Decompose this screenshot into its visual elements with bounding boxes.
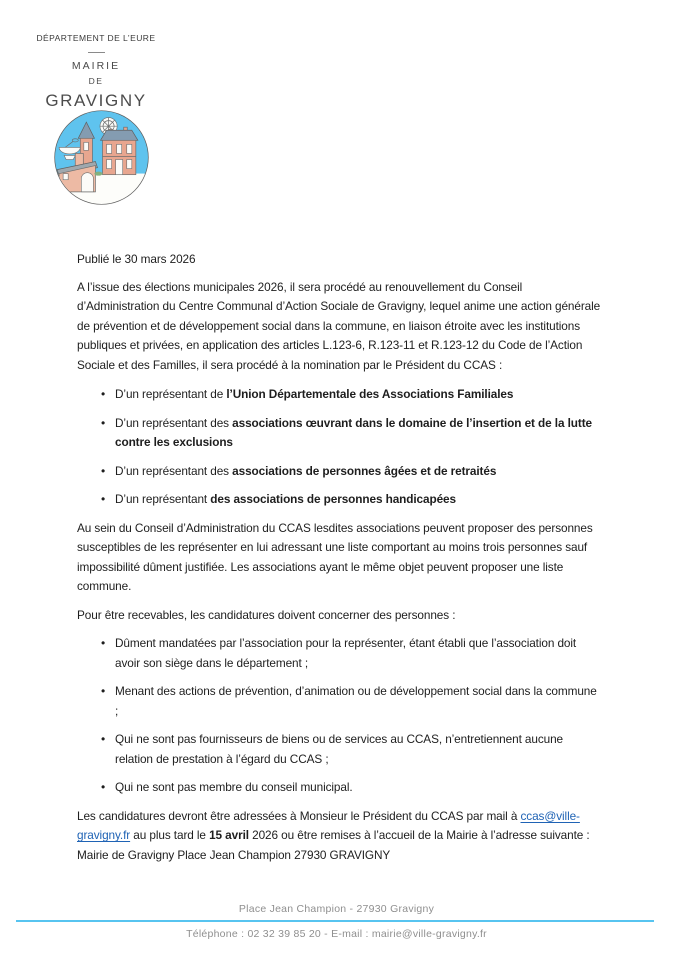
text-run: 15 avril: [209, 828, 249, 842]
text-run: des associations de personnes handicapées: [210, 492, 456, 506]
text-run: au plus tard le: [130, 828, 210, 842]
shrub-icon: [94, 172, 102, 176]
footer-contact: Téléphone : 02 32 39 85 20 - E-mail : mairie@ville-gravigny.fr: [186, 928, 487, 940]
text-run: associations de personnes âgées et de retraités: [232, 463, 497, 478]
text-run: Dûment mandatées par l’association pour la représenter, étant établi que l’association doit avoir son siège dans le département ;: [115, 636, 577, 670]
text-run: associations œuvrant dans le domaine de l’insertion et de la lutte contre les exclusions: [115, 415, 592, 449]
gravigny-crest-icon: [51, 107, 152, 208]
letterhead: [30, 33, 162, 111]
text-run: 2026 ou être remises à l’accueil de la Mairie à l’adresse suivante : Mairie de Gravigny Place Jean Champion 27930 GRAVIGNY: [77, 828, 590, 862]
text-run: Les candidatures devront être adressées à Monsieur le Président du CCAS par mail à: [77, 808, 521, 823]
list-item: [77, 682, 602, 721]
footer-divider: [16, 920, 654, 922]
letter-body: [77, 250, 602, 874]
list-item: [77, 414, 602, 453]
email-link[interactable]: ccas@ville-gravigny.fr: [77, 808, 580, 842]
list-item: [77, 634, 602, 673]
text-run: Menant des actions de prévention, d’animation ou de développement social dans la commune ;: [115, 684, 597, 718]
text-run: Qui ne sont pas fournisseurs de biens ou de services au CCAS, n’entretiennent aucune relation de prestation à l’égard du CCAS ;: [115, 732, 564, 766]
text-run: Qui ne sont pas membre du conseil municipal.: [115, 780, 353, 794]
text-run: A l’issue des élections municipales 2026, il sera procédé au renouvellement du Conseil d’Administration du Centre Communal d’Action Sociale de Gravigny, lequel anime une action générale de prévention et de développement social dans la commune, en liaison étroite avec les institutions publiques et privées, en application des articles L.123-6, R.123-11 et R.123-12 du Code de l’Action Sociale et des Familles, il sera procédé à la nomination par le Président du CCAS :: [77, 279, 601, 372]
text-run: l’Union Départementale des Associations Familiales: [226, 387, 514, 401]
text-run: D’un représentant: [115, 492, 211, 506]
mairie-label: MAIRIE: [71, 60, 121, 72]
publication-date: Publié le 30 mars 2026: [77, 252, 196, 266]
footer-address: Place Jean Champion - 27930 Gravigny: [238, 903, 435, 915]
list-item: [77, 462, 602, 482]
eligibility-intro: Pour être recevables, les candidatures doivent concerner des personnes :: [77, 607, 456, 622]
mairie-building-icon: [100, 127, 137, 174]
eligibility-list: [77, 634, 602, 798]
commune-name: GRAVIGNY: [45, 91, 147, 110]
representatives-list: [77, 385, 602, 510]
separator-dash: [88, 52, 105, 53]
text-run: D’un représentant de: [115, 387, 227, 401]
list-item: [77, 385, 602, 405]
list-item: [77, 778, 602, 798]
department-label: DÉPARTEMENT DE L’EURE: [36, 33, 156, 43]
text-run: D’un représentant des: [115, 415, 233, 430]
list-item: [77, 730, 602, 769]
text-run: D’un représentant des: [115, 463, 233, 478]
closing-paragraph: [77, 807, 602, 866]
list-item: [77, 490, 602, 510]
de-label: DE: [88, 76, 104, 86]
proposal-paragraph: Au sein du Conseil d’Administration du CCAS lesdites associations peuvent proposer des personnes susceptibles de les représenter en lui adressant une liste comportant au moins trois personnes sauf impossibilité dûment justifiée. Les associations ayant le même objet peuvent proposer une liste commune.: [77, 520, 593, 593]
shrub-icon: [58, 193, 68, 197]
intro-paragraph: [77, 278, 602, 376]
